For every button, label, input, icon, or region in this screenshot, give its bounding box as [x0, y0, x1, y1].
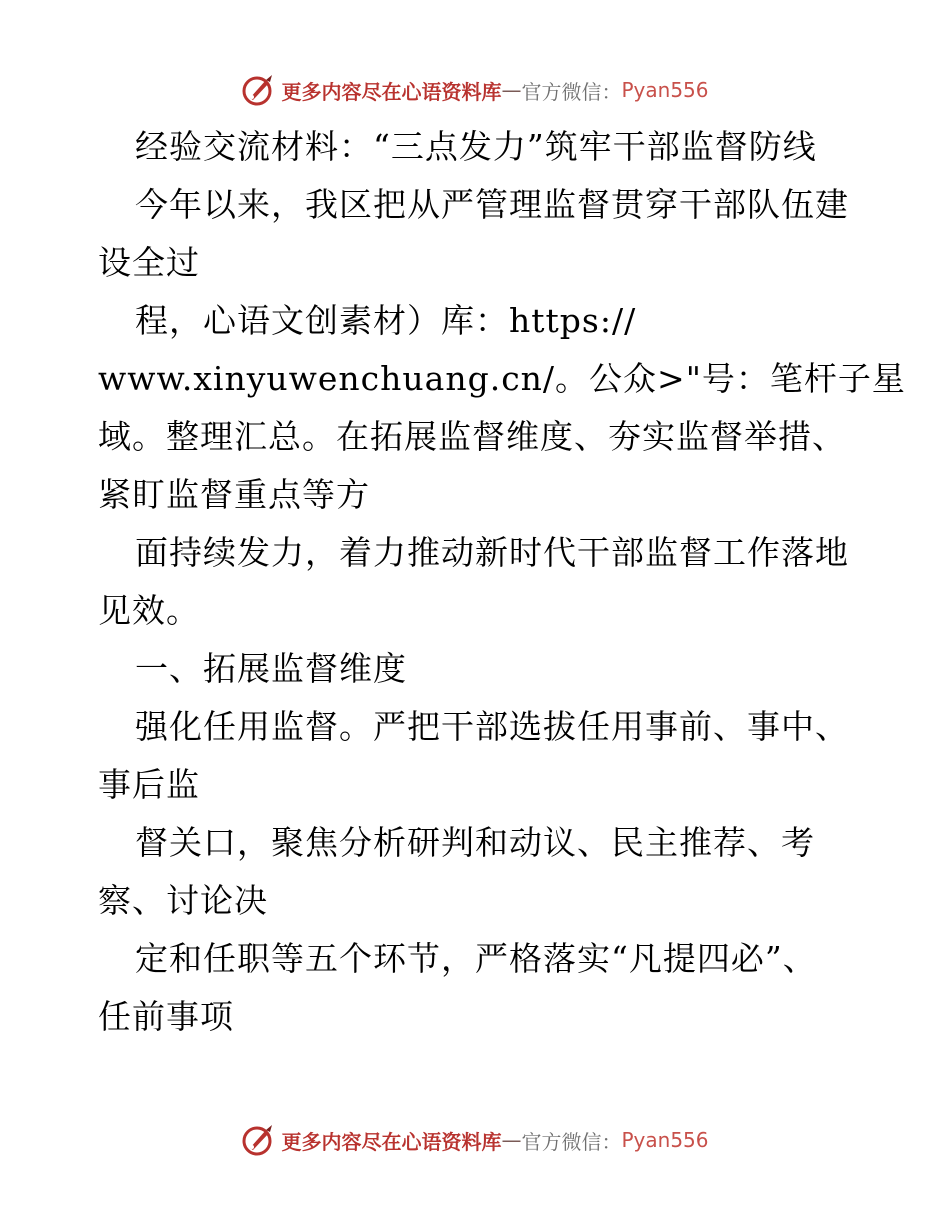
paragraph-line: 紧盯监督重点等方: [98, 475, 370, 514]
watermark-dash: —: [501, 1128, 522, 1152]
paragraph-line: 面持续发力，着力推动新时代干部监督工作落地: [135, 533, 849, 572]
paragraph-line: 察、讨论决: [98, 881, 268, 920]
watermark-dash: —: [501, 78, 522, 102]
paragraph-line: 域。整理汇总。在拓展监督维度、夯实监督举措、: [98, 417, 846, 456]
quill-pen-seal-icon: [241, 1123, 275, 1157]
section-heading: 一、拓展监督维度: [135, 649, 407, 688]
watermark-wechat-id: Pyan556: [621, 78, 709, 102]
watermark-site-text: 更多内容尽在心语资料库: [281, 1129, 502, 1154]
paragraph-line: 督关口，聚焦分析研判和动议、民主推荐、考: [135, 823, 815, 862]
paragraph-line: 事后监: [98, 765, 200, 804]
paragraph-line: 今年以来，我区把从严管理监督贯穿干部队伍建: [135, 185, 849, 224]
document-title: 经验交流材料：“三点发力”筑牢干部监督防线: [135, 127, 817, 166]
watermark-site-text: 更多内容尽在心语资料库: [281, 79, 502, 104]
paragraph-line: 设全过: [98, 243, 200, 282]
paragraph-line: 定和任职等五个环节，严格落实“凡提四必”、: [135, 939, 817, 978]
paragraph-line: 强化任用监督。严把干部选拔任用事前、事中、: [135, 707, 849, 746]
watermark-banner-bottom: [0, 1120, 950, 1160]
paragraph-line: 程，心语文创素材）库：https://: [135, 301, 637, 340]
watermark-wechat-label: 官方微信：: [521, 79, 622, 104]
quill-pen-seal-icon: [241, 73, 275, 107]
watermark-banner-top: [0, 70, 950, 110]
watermark-wechat-label: 官方微信：: [521, 1129, 622, 1154]
watermark-wechat-id: Pyan556: [621, 1128, 709, 1152]
paragraph-line: 见效。: [98, 591, 200, 630]
paragraph-line: 任前事项: [98, 997, 234, 1036]
paragraph-line: www.xinyuwenchuang.cn/。公众>"号：笔杆子星: [98, 359, 906, 398]
